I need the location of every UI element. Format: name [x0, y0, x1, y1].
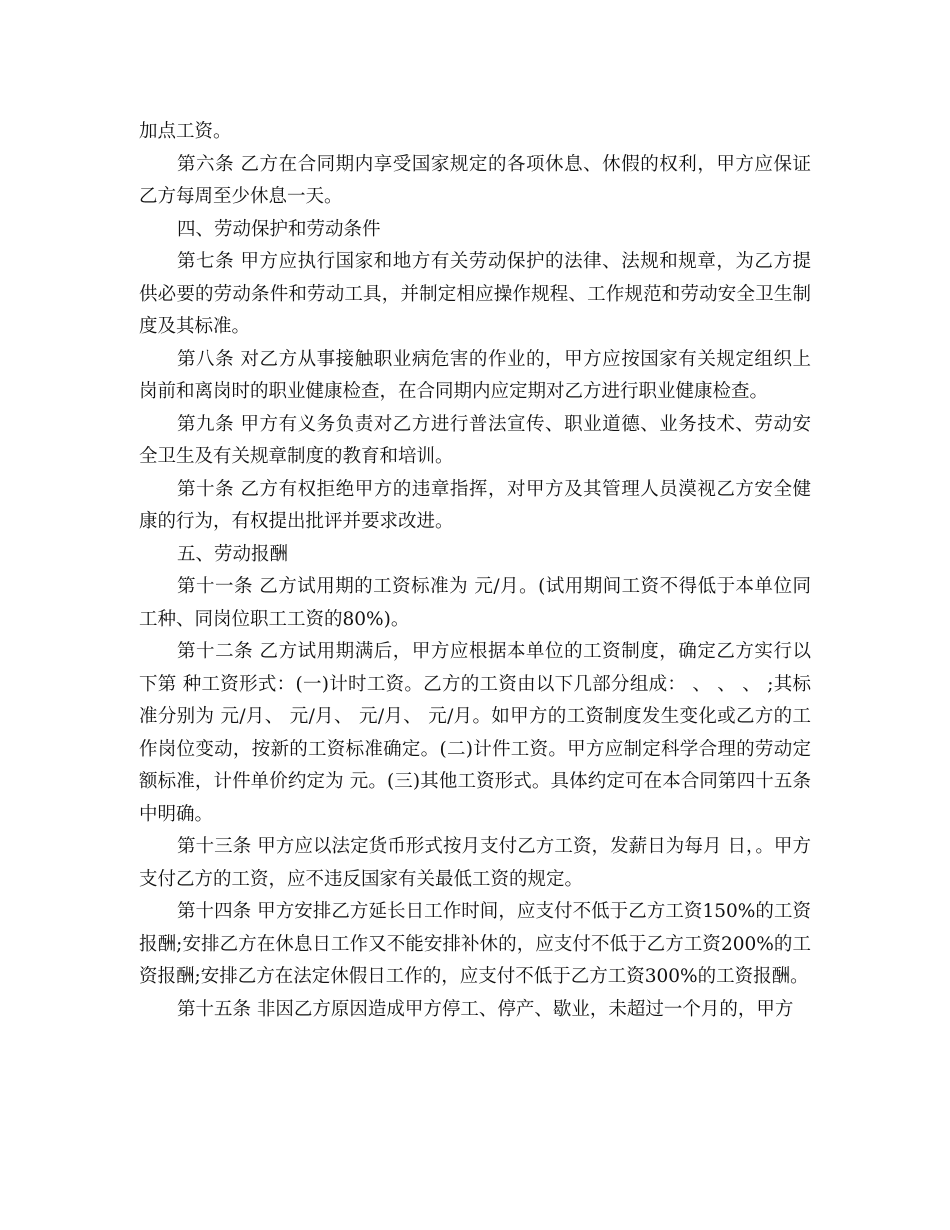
- section-heading-4: 四、劳动保护和劳动条件: [177, 218, 381, 240]
- article-12: 第十二条 乙方试用期满后，甲方应根据本单位的工资制度，确定乙方实行以下第 种工资形式：(一)计时工资。乙方的工资由以下几部分组成： 、 、 、 ;其标准分别为 元/月、 元/月、 元/月、 元/月。如甲方的工资制度发生变化或乙方的工作岗位变动，按新的工资标准确定。(二)计件工资。甲方应制定科学合理的劳动定额标准，计件单价约定为 元。(三)其他工资形式。具体约定可在本合同第四十五条中明确。: [139, 641, 811, 825]
- article-9: 第九条 甲方有义务负责对乙方进行普法宣传、职业道德、业务技术、劳动安全卫生及有关规章制度的教育和培训。: [139, 413, 811, 467]
- article-14: 第十四条 甲方安排乙方延长日工作时间，应支付不低于乙方工资150%的工资报酬;安排乙方在休息日工作又不能安排补休的，应支付不低于乙方工资200%的工资报酬;安排乙方在法定休假日工作的，应支付不低于乙方工资300%的工资报酬。: [139, 901, 811, 987]
- article-11: 第十一条 乙方试用期的工资标准为 元/月。(试用期间工资不得低于本单位同工种、同岗位职工工资的80%)。: [139, 576, 811, 630]
- article-10: 第十条 乙方有权拒绝甲方的违章指挥，对甲方及其管理人员漠视乙方安全健康的行为，有权提出批评并要求改进。: [139, 478, 811, 532]
- paragraph-continuation: 加点工资。: [139, 121, 232, 142]
- article-13: 第十三条 甲方应以法定货币形式按月支付乙方工资，发薪日为每月 日，。甲方支付乙方的工资，应不违反国家有关最低工资的规定。: [139, 836, 811, 890]
- section-heading-5: 五、劳动报酬: [177, 543, 289, 565]
- article-15: 第十五条 非因乙方原因造成甲方停工、停产、歇业，未超过一个月的，甲方: [177, 998, 794, 1020]
- article-7: 第七条 甲方应执行国家和地方有关劳动保护的法律、法规和规章，为乙方提供必要的劳动条件和劳动工具，并制定相应操作规程、工作规范和劳动安全卫生制度及其标准。: [139, 251, 811, 337]
- article-6: 第六条 乙方在合同期内享受国家规定的各项休息、休假的权利，甲方应保证乙方每周至少休息一天。: [139, 153, 811, 207]
- article-8: 第八条 对乙方从事接触职业病危害的作业的，甲方应按国家有关规定组织上岗前和离岗时的职业健康检查，在合同期内应定期对乙方进行职业健康检查。: [139, 348, 811, 402]
